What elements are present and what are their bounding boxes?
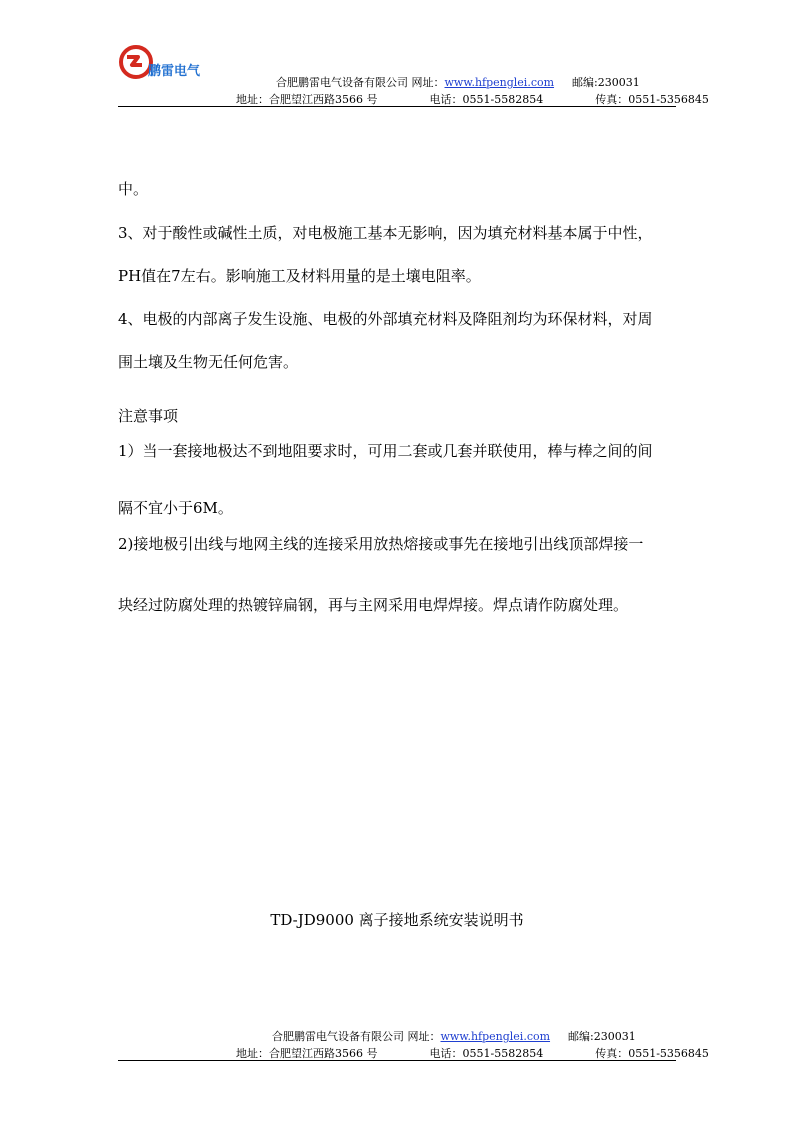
header-line-1 <box>276 74 640 90</box>
footer-phone-label: 电话： <box>429 1047 463 1060</box>
header-address-label: 地址： <box>236 93 269 106</box>
footer-postcode-label: 邮编: <box>568 1030 594 1043</box>
header-postcode: 230031 <box>597 76 640 89</box>
header-website-label: 网址： <box>411 76 445 89</box>
note-1: 1）当一套接地极达不到地阻要求时，可用二套或几套并联使用，棒与棒之间的间 <box>118 442 653 460</box>
paragraph-5: 围土壤及生物无任何危害。 <box>118 353 299 371</box>
note-1-continued: 隔不宜小于6M。 <box>118 499 233 517</box>
note-2-continued: 块经过防腐处理的热镀锌扁钢，再与主网采用电焊焊接。焊点请作防腐处理。 <box>118 596 629 614</box>
header-address: 合肥望江西路3566 号 <box>269 93 378 106</box>
header-phone: 0551-5582854 <box>462 93 544 106</box>
footer-phone: 0551-5582854 <box>462 1047 544 1060</box>
header-fax-label: 传真： <box>595 93 629 106</box>
header-postcode-label: 邮编: <box>572 76 598 89</box>
footer-fax: 0551-5356845 <box>628 1047 709 1060</box>
footer-line-2 <box>236 1045 709 1061</box>
note-2: 2)接地极引出线与地网主线的连接采用放热熔接或事先在接地引出线顶部焊接一 <box>118 535 644 553</box>
footer-fax-label: 传真： <box>595 1047 629 1060</box>
footer-divider <box>118 1060 676 1061</box>
logo-text: 鹏雷电气 <box>148 64 201 79</box>
footer-website-label: 网址： <box>407 1030 441 1043</box>
footer-address: 合肥望江西路3566 号 <box>269 1047 378 1060</box>
header-phone-label: 电话： <box>429 93 463 106</box>
header-divider <box>118 106 676 107</box>
paragraph-3: PH值在7左右。影响施工及材料用量的是土壤电阻率。 <box>118 267 481 285</box>
footer-postcode: 230031 <box>593 1030 636 1043</box>
header-website-link[interactable]: www.hfpenglei.com <box>444 76 555 89</box>
header-fax: 0551-5356845 <box>628 93 709 106</box>
paragraph-4: 4、电极的内部离子发生设施、电极的外部填充材料及降阻剂均为环保材料，对周 <box>118 310 653 328</box>
footer-website-link[interactable]: www.hfpenglei.com <box>440 1030 551 1043</box>
header-company: 合肥鹏雷电气设备有限公司 <box>276 76 408 89</box>
paragraph-1: 中。 <box>118 180 149 198</box>
document-title: TD-JD9000 离子接地系统安装说明书 <box>270 911 524 929</box>
header-line-2 <box>236 91 709 107</box>
paragraph-2: 3、对于酸性或碱性土质，对电极施工基本无影响，因为填充材料基本属于中性， <box>118 224 653 242</box>
footer-line-1 <box>272 1028 636 1044</box>
footer-company: 合肥鹏雷电气设备有限公司 <box>272 1030 404 1043</box>
footer-address-label: 地址： <box>236 1047 269 1060</box>
notes-title: 注意事项 <box>118 407 179 425</box>
